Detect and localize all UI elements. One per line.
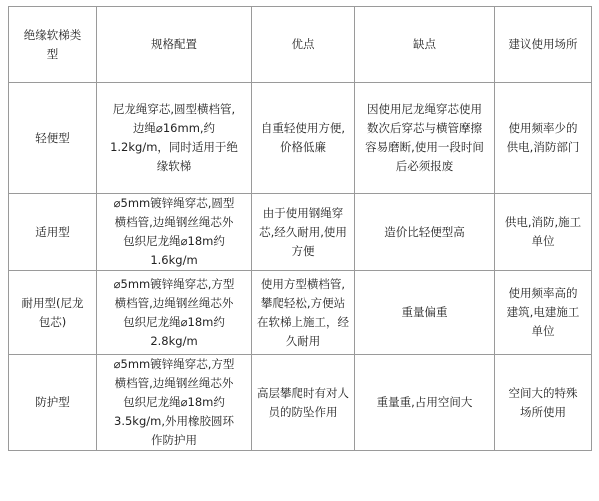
- table-row: [9, 355, 592, 451]
- header-pros: 优点: [252, 7, 355, 83]
- use-line: 场所使用: [520, 404, 566, 419]
- pros-line: 价格低廉: [280, 140, 326, 154]
- spec-line: 1.6kg/m: [150, 253, 198, 267]
- pros-line: 在软梯上施工，经: [257, 314, 349, 329]
- cell-spec: [97, 355, 252, 451]
- spec-line: ⌀5mm镀锌绳穿芯,方型: [113, 357, 235, 371]
- table-row: [9, 194, 592, 271]
- header-use: 建议使用场所: [495, 7, 592, 83]
- cell-type: 防护型: [9, 355, 97, 451]
- cons-line: 造价比轻便型高: [384, 224, 465, 239]
- spec-line: 包织尼龙绳⌀18m约: [123, 234, 225, 248]
- use-line: 单位: [531, 234, 555, 248]
- spec-line: 1.2kg/m，同时适用于绝: [110, 140, 238, 154]
- cell-pros: [252, 83, 355, 194]
- cell-use: [495, 83, 592, 194]
- spec-line: ⌀5mm镀锌绳穿芯,圆型: [113, 196, 235, 210]
- pros-line: 芯,经久耐用,使用: [259, 224, 347, 239]
- spec-line: 2.8kg/m: [150, 333, 198, 348]
- cell-spec: [97, 271, 252, 355]
- cell-cons: [355, 194, 495, 271]
- cons-line: 数次后穿芯与横管摩擦: [367, 121, 482, 135]
- use-line: 供电,消防部门: [506, 140, 580, 154]
- use-line: 使用频率高的: [508, 286, 578, 300]
- table-header-row: [9, 7, 592, 83]
- use-line: 建筑,电建施工: [506, 305, 580, 319]
- cell-pros: [252, 355, 355, 451]
- spec-line: 缘软梯: [156, 159, 192, 173]
- cell-cons: [355, 271, 495, 355]
- cons-line: 后必须报废: [395, 159, 454, 173]
- cons-line: 因使用尼龙绳穿芯使用: [367, 102, 482, 116]
- type-line: 包芯): [38, 314, 67, 329]
- use-line: 供电,消防,施工: [504, 215, 582, 229]
- table-row: [9, 83, 592, 194]
- spec-line: 边绳⌀16mm,约: [132, 121, 216, 135]
- cons-line: 重量偏重: [401, 305, 448, 319]
- ladder-spec-table: [8, 6, 592, 451]
- cell-use: [495, 355, 592, 451]
- cons-line: 容易磨断,使用一段时间: [365, 140, 484, 154]
- use-line: 单位: [531, 324, 555, 338]
- spec-line: 横档管,边绳钢丝绳芯外: [114, 295, 234, 310]
- spec-line: 包织尼龙绳⌀18m约: [123, 314, 225, 329]
- spec-line: 作防护用: [151, 433, 197, 447]
- spec-line: 包织尼龙绳⌀18m约: [123, 395, 225, 409]
- use-line: 使用频率少的: [508, 121, 578, 135]
- cell-cons: [355, 355, 495, 451]
- pros-line: 使用方型横档管,: [260, 276, 346, 291]
- cell-spec: [97, 194, 252, 271]
- pros-line: 攀爬轻松,方便站: [260, 295, 346, 310]
- pros-line: 由于使用钢绳穿: [262, 205, 344, 220]
- header-type-line: 型: [46, 46, 59, 61]
- cell-pros: [252, 271, 355, 355]
- spec-line: 3.5kg/m,外用橡胶圆环: [114, 414, 234, 428]
- pros-line: 高层攀爬时有对人: [257, 385, 349, 400]
- spec-line: 横档管,边绳钢丝绳芯外: [114, 376, 234, 390]
- cell-type: 轻便型: [9, 83, 97, 194]
- pros-line: 方便: [291, 243, 315, 258]
- table-row: [9, 271, 592, 355]
- use-line: 空间大的特殊: [508, 385, 578, 400]
- pros-line: 久耐用: [285, 333, 321, 348]
- spec-line: 尼龙绳穿芯,圆型横档管,: [112, 102, 236, 116]
- cell-pros: [252, 194, 355, 271]
- spec-line: ⌀5mm镀锌绳穿芯,方型: [113, 276, 235, 291]
- cell-type: 适用型: [9, 194, 97, 271]
- header-spec: 规格配置: [97, 7, 252, 83]
- pros-line: 自重轻使用方便,: [260, 121, 346, 135]
- cell-spec: [97, 83, 252, 194]
- cons-line: 重量重,占用空间大: [376, 395, 473, 409]
- cell-use: [495, 271, 592, 355]
- type-line: 耐用型(尼龙: [21, 295, 84, 310]
- header-type-line: 绝缘软梯类: [23, 27, 82, 42]
- pros-line: 员的防坠作用: [268, 404, 338, 419]
- cell-type: [9, 271, 97, 355]
- spec-table-container: [8, 6, 592, 451]
- header-type: [9, 7, 97, 83]
- spec-line: 横档管,边绳钢丝绳芯外: [114, 215, 234, 229]
- cell-use: [495, 194, 592, 271]
- header-cons: 缺点: [355, 7, 495, 83]
- cell-cons: [355, 83, 495, 194]
